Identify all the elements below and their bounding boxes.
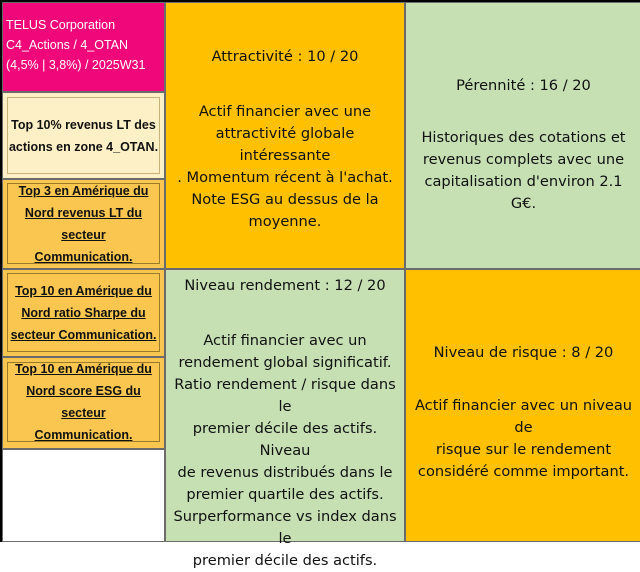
- tag-top10-esg: [2, 357, 165, 449]
- tag-line: Nord score ESG du secteur: [26, 384, 141, 420]
- tag-line: Top 10% revenus LT des: [11, 117, 156, 132]
- description-line: rendement global significatif.: [178, 354, 392, 371]
- description-line: . Momentum récent à l'achat.: [177, 169, 393, 186]
- description-line: Note ESG au dessus de la: [191, 191, 379, 208]
- sustainability-title: Pérennité : 16 / 20: [456, 77, 591, 94]
- sustainability-description: [410, 127, 637, 215]
- attractivity-panel: [165, 2, 405, 269]
- description-line: Actif financier avec un niveau de: [414, 397, 633, 436]
- tag-top3-revenue: [2, 179, 165, 269]
- tag-line: secteur Communication.: [10, 327, 157, 342]
- tag-line: Nord revenus LT du secteur: [24, 205, 143, 242]
- tag-top3-revenue-box: [7, 183, 160, 264]
- yield-panel: [165, 269, 405, 569]
- empty-cell: [2, 449, 165, 542]
- description-line: Historiques des cotations et: [421, 129, 626, 146]
- tag-line: Communication.: [34, 428, 133, 442]
- risk-title: Niveau de risque : 8 / 20: [433, 344, 614, 361]
- asset-header-text: [6, 15, 145, 75]
- description-line: Actif financier avec une: [198, 103, 372, 120]
- description-line: moyenne.: [248, 213, 322, 230]
- sustainability-panel: [405, 2, 640, 269]
- description-line: attractivité globale intéressante: [215, 125, 355, 164]
- tag-top10-sharpe-box: [7, 273, 160, 352]
- description-line: premier quartile des actifs.: [186, 486, 384, 503]
- tag-line: Nord ratio Sharpe du: [21, 305, 146, 320]
- description-line: Actif financier avec un: [203, 332, 367, 349]
- description-line: premier décile des actifs. Niveau: [192, 420, 378, 459]
- asset-header: [2, 2, 165, 92]
- description-line: considéré comme important.: [417, 463, 630, 480]
- description-line: revenus complets avec une: [422, 151, 625, 168]
- description-line: Ratio rendement / risque dans le: [174, 376, 396, 415]
- tag-top10-sharpe: [2, 269, 165, 357]
- asset-name: TELUS Corporation: [6, 18, 116, 32]
- yield-description: [168, 330, 402, 572]
- tag-line: actions en zone 4_OTAN.: [8, 139, 159, 154]
- asset-rates-week: (4,5% | 3,8%) / 2025W31: [6, 58, 146, 72]
- description-line: premier décile des actifs.: [192, 552, 378, 569]
- risk-panel: [405, 269, 640, 542]
- yield-title: Niveau rendement : 12 / 20: [184, 277, 386, 294]
- tag-line: Top 3 en Amérique du: [18, 183, 149, 198]
- tag-line: Communication.: [34, 249, 133, 264]
- description-line: risque sur le rendement: [435, 441, 612, 458]
- tag-line: Top 10 en Amérique du: [15, 283, 152, 298]
- tag-top10-esg-box: [7, 362, 160, 442]
- tag-top-revenue-box: [7, 97, 160, 174]
- asset-category: C4_Actions / 4_OTAN: [6, 38, 129, 52]
- description-line: capitalisation d'environ 2.1 G€.: [424, 173, 623, 212]
- description-line: de revenus distribués dans le: [177, 464, 393, 481]
- tag-line: Top 10 en Amérique du: [15, 362, 152, 376]
- attractivity-title: Attractivité : 10 / 20: [211, 48, 359, 65]
- attractivity-description: [170, 101, 400, 233]
- description-line: Surperformance vs index dans le: [173, 508, 397, 547]
- risk-description: [408, 395, 639, 483]
- tag-top-revenue: [2, 92, 165, 179]
